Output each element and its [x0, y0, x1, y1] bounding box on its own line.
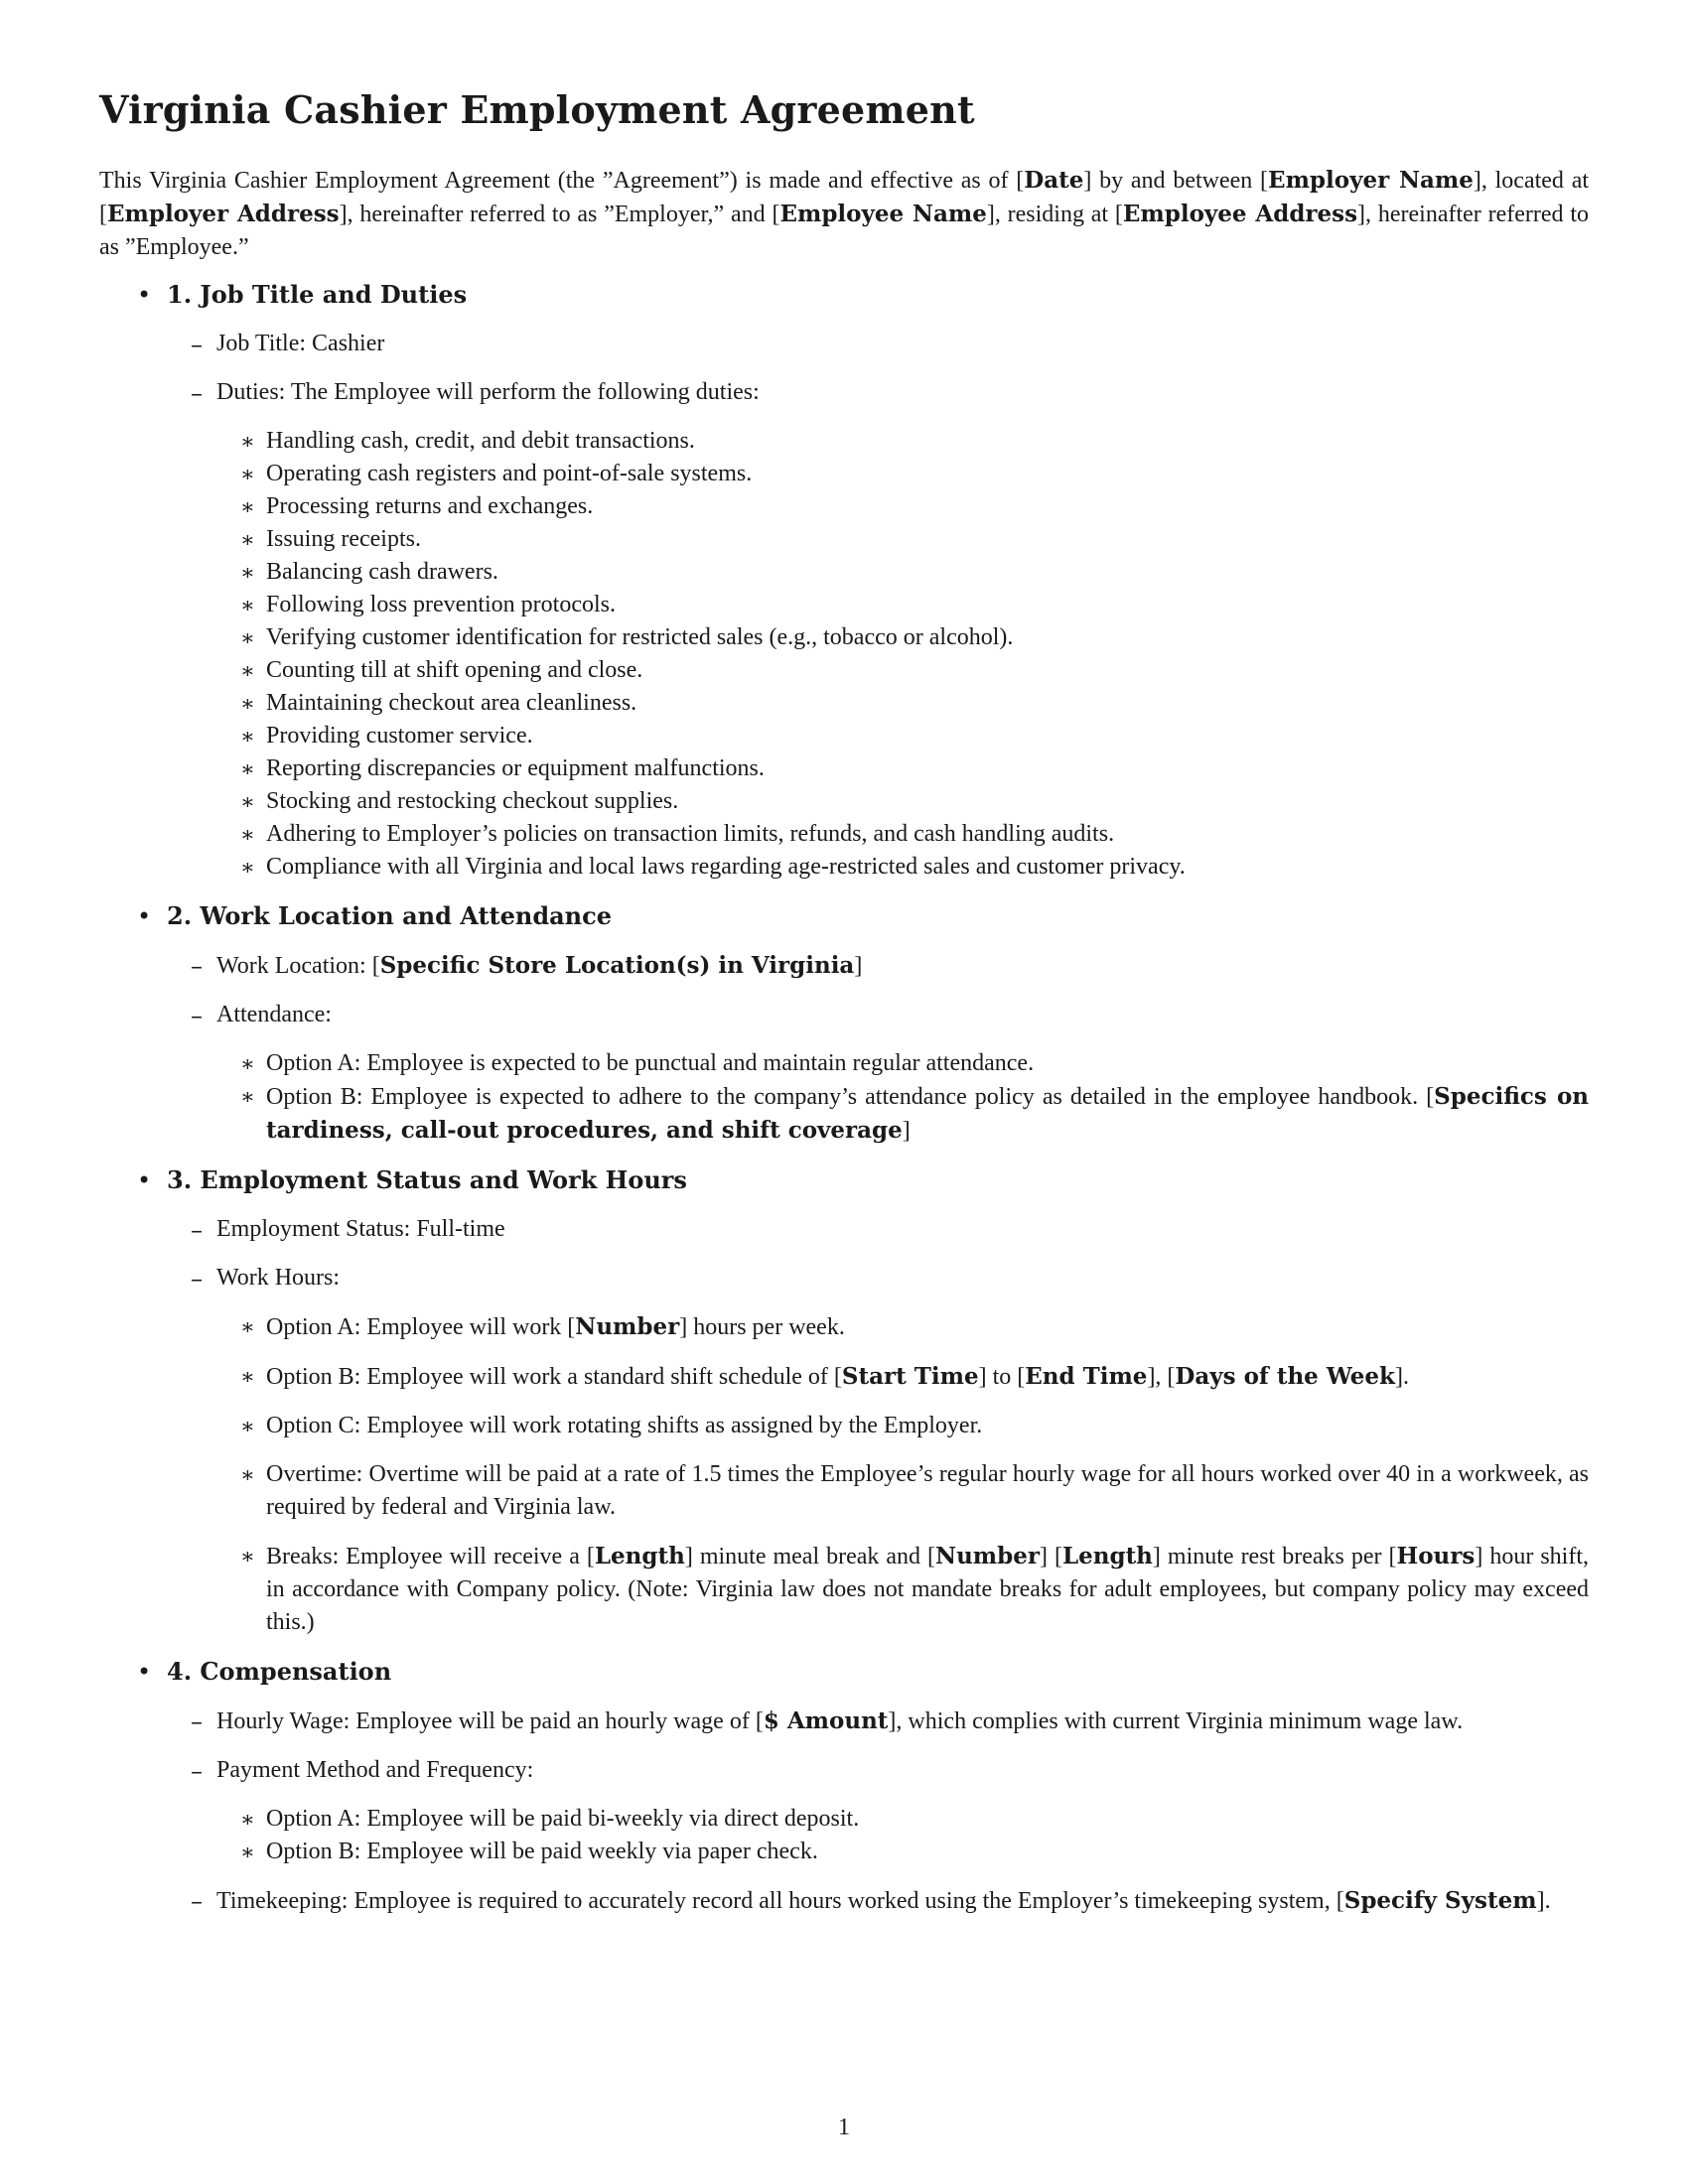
employment-status-text: – Employment Status: Full-time	[216, 1216, 505, 1242]
section-4	[99, 1655, 1589, 1918]
placeholder-system: Specify System	[1343, 1887, 1537, 1914]
work-hours-label: – Work Hours:	[216, 1265, 341, 1291]
attendance-options	[216, 1047, 1589, 1148]
section-list	[99, 278, 1589, 1918]
intro-text: ], hereinafter referred to as ”Employer,” and [	[339, 202, 780, 227]
placeholder-employer-name: Employer Name	[1268, 167, 1474, 194]
duties-label: – Duties: The Employee will perform the following duties:	[216, 379, 760, 405]
section-1	[99, 278, 1589, 884]
text-span: Work Location: [	[216, 953, 380, 979]
text-span: ]	[854, 953, 863, 979]
text-span: ].	[1394, 1364, 1409, 1390]
text-span: Option B: Employee will work a standard shift schedule of [	[266, 1364, 842, 1390]
section-4-items	[167, 1705, 1589, 1918]
intro-text: ], residing at [	[986, 202, 1123, 227]
duty-item: ∗ Verifying customer identification for restricted sales (e.g., tobacco or alcohol).	[216, 621, 1589, 654]
duty-item: ∗ Maintaining checkout area cleanliness.	[216, 687, 1589, 720]
timekeeping-text	[216, 1884, 1589, 1918]
placeholder-end-time: End Time	[1025, 1363, 1148, 1390]
text-span: ] to [	[978, 1364, 1026, 1390]
duty-item: ∗ Operating cash registers and point-of-sale systems.	[216, 458, 1589, 490]
placeholder-employer-address: Employer Address	[107, 201, 340, 227]
text-span: ], which complies with current Virginia minimum wage law.	[888, 1708, 1464, 1734]
placeholder-length: Length	[1061, 1543, 1153, 1570]
text-span: Option A: Employee will work [	[266, 1314, 576, 1340]
text-span: ] [	[1039, 1544, 1062, 1570]
job-title-item	[167, 328, 1589, 360]
placeholder-employee-name: Employee Name	[779, 201, 987, 227]
section-3	[99, 1163, 1589, 1639]
document-title: Virginia Cashier Employment Agreement	[99, 87, 975, 132]
payment-method-item	[167, 1754, 1589, 1868]
work-hours-item	[167, 1262, 1589, 1639]
hours-option-a	[216, 1310, 1589, 1344]
section-1-items	[167, 328, 1589, 884]
hours-option-b	[216, 1360, 1589, 1394]
text-span: ] minute rest breaks per [	[1152, 1544, 1397, 1570]
text-span: Hourly Wage: Employee will be paid an hourly wage of [	[216, 1708, 764, 1734]
duties-item	[167, 376, 1589, 884]
intro-text: ] by and between [	[1083, 168, 1269, 194]
placeholder-employee-address: Employee Address	[1122, 201, 1358, 227]
duty-item: ∗ Compliance with all Virginia and local laws regarding age-restricted sales and customer privacy.	[216, 851, 1589, 884]
overtime-item: ∗ Overtime: Overtime will be paid at a rate of 1.5 times the Employee’s regular hourly wage for all hours worked over 40 in a workweek, as required by federal and Virginia law.	[216, 1458, 1589, 1524]
placeholder-length: Length	[594, 1543, 685, 1570]
hourly-wage-item	[167, 1705, 1589, 1738]
text-span: ].	[1536, 1888, 1551, 1914]
job-title-text: – Job Title: Cashier	[216, 331, 385, 356]
page-number: 1	[838, 2115, 850, 2140]
placeholder-hours: Hours	[1396, 1543, 1476, 1570]
duty-item: ∗ Providing customer service.	[216, 720, 1589, 752]
hours-option-c: ∗ Option C: Employee will work rotating shifts as assigned by the Employer.	[216, 1410, 1589, 1442]
placeholder-start-time: Start Time	[841, 1363, 979, 1390]
payment-option-a: ∗ Option A: Employee will be paid bi-weekly via direct deposit.	[216, 1803, 1589, 1836]
section-2-title: • 2. Work Location and Attendance	[167, 901, 612, 930]
work-location-text	[216, 949, 1589, 983]
attendance-label: – Attendance:	[216, 1002, 332, 1027]
text-span: ]	[902, 1118, 911, 1144]
section-2-items	[167, 949, 1589, 1148]
placeholder-date: Date	[1024, 167, 1084, 194]
placeholder-days-of-week: Days of the Week	[1175, 1363, 1395, 1390]
duty-item: ∗ Following loss prevention protocols.	[216, 589, 1589, 621]
placeholder-store-location: Specific Store Location(s) in Virginia	[379, 952, 855, 979]
duty-item: ∗ Handling cash, credit, and debit transactions.	[216, 425, 1589, 458]
intro-paragraph	[99, 164, 1589, 264]
payment-option-b: ∗ Option B: Employee will be paid weekly via paper check.	[216, 1836, 1589, 1868]
duties-list	[216, 425, 1589, 884]
text-span: ], [	[1147, 1364, 1176, 1390]
text-span: Timekeeping: Employee is required to accurately record all hours worked using the Employer’s timekeeping system, [	[216, 1888, 1344, 1914]
duty-item: ∗ Stocking and restocking checkout supplies.	[216, 785, 1589, 818]
document-page	[99, 87, 1589, 1934]
work-location-item	[167, 949, 1589, 983]
attendance-option-a: ∗ Option A: Employee is expected to be punctual and maintain regular attendance.	[216, 1047, 1589, 1080]
attendance-option-b	[216, 1080, 1589, 1148]
text-span: ] hours per week.	[679, 1314, 845, 1340]
placeholder-attendance-specifics: Specifics on tardiness, call-out procedures, and shift coverage	[266, 1083, 1590, 1144]
text-span: Option B: Employee is expected to adhere to the company’s attendance policy as detailed in the employee handbook. [	[266, 1084, 1435, 1110]
employment-status-item	[167, 1213, 1589, 1246]
placeholder-number: Number	[935, 1543, 1040, 1570]
duty-item: ∗ Issuing receipts.	[216, 523, 1589, 556]
text-span: Breaks: Employee will receive a [	[266, 1544, 595, 1570]
duty-item: ∗ Processing returns and exchanges.	[216, 490, 1589, 523]
section-3-items	[167, 1213, 1589, 1639]
duty-item: ∗ Balancing cash drawers.	[216, 556, 1589, 589]
intro-text: This Virginia Cashier Employment Agreement (the ”Agreement”) is made and effective as of [	[99, 168, 1025, 194]
section-2	[99, 899, 1589, 1148]
text-span: ] hour shift, in accordance with Company policy. (Note: Virginia law does not mandate breaks for adult employees, but company policy may exceed this.)	[266, 1544, 1590, 1635]
section-1-title: • 1. Job Title and Duties	[167, 280, 468, 309]
hourly-wage-text	[216, 1705, 1589, 1738]
attendance-item	[167, 999, 1589, 1148]
intro-text: ], hereinafter referred to as ”Employee.”	[99, 202, 1589, 260]
text-span: ] minute meal break and [	[684, 1544, 936, 1570]
placeholder-number: Number	[575, 1313, 680, 1340]
duty-item: ∗ Counting till at shift opening and close.	[216, 654, 1589, 687]
section-4-title: • 4. Compensation	[167, 1657, 392, 1686]
work-hours-options	[216, 1310, 1589, 1639]
timekeeping-item	[167, 1884, 1589, 1918]
intro-text: ], located at [	[99, 168, 1590, 227]
placeholder-amount: $ Amount	[763, 1707, 889, 1734]
duty-item: ∗ Reporting discrepancies or equipment malfunctions.	[216, 752, 1589, 785]
breaks-item	[216, 1540, 1589, 1639]
section-3-title: • 3. Employment Status and Work Hours	[167, 1165, 687, 1194]
payment-method-label: – Payment Method and Frequency:	[216, 1757, 534, 1783]
duty-item: ∗ Adhering to Employer’s policies on transaction limits, refunds, and cash handling audits.	[216, 818, 1589, 851]
payment-options	[216, 1803, 1589, 1868]
